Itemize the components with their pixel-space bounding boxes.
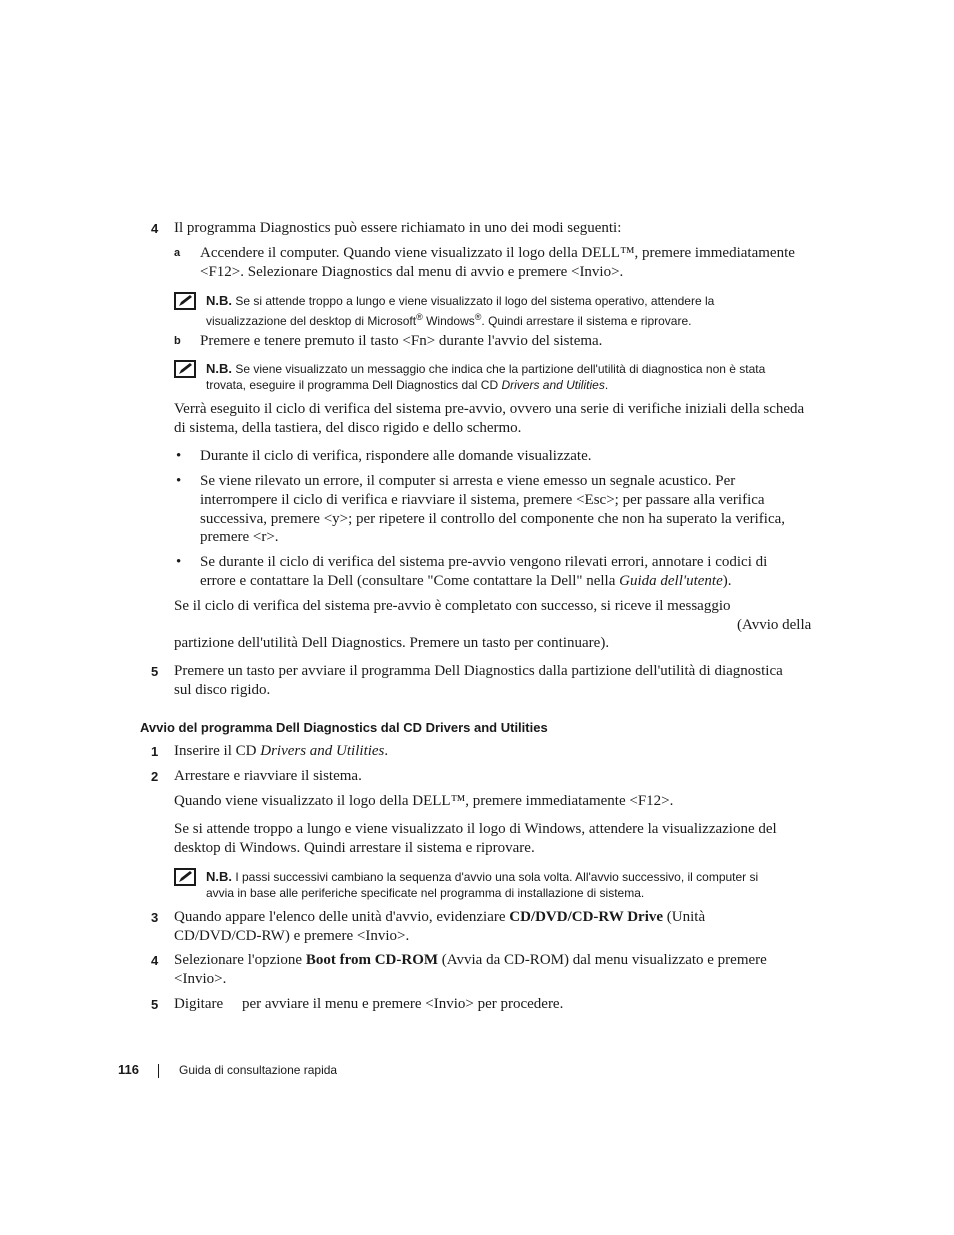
substep-letter: a bbox=[174, 247, 181, 259]
note-3 bbox=[206, 868, 758, 886]
note-1-line2-c: . Quindi arrestare il sistema e riprovare. bbox=[481, 314, 692, 328]
section-step-1-b: . bbox=[384, 743, 389, 759]
note-2-line2-a: trovata, eseguire il programma Dell Diagnostics dal CD bbox=[206, 378, 502, 392]
note-label: N.B. bbox=[206, 869, 232, 884]
step-text: Il programma Diagnostics può essere richiamato in uno dei modi seguenti: bbox=[174, 220, 622, 236]
section-heading: Avvio del programma Dell Diagnostics dal CD Drivers and Utilities bbox=[140, 720, 548, 735]
note-pencil-icon bbox=[174, 868, 196, 886]
bullet-item-3-line2-italic: Guida dell'utente bbox=[619, 573, 723, 589]
section-step-4-a: Selezionare l'opzione bbox=[174, 952, 306, 968]
note-1-line2-a: visualizzazione del desktop di Microsoft bbox=[206, 314, 417, 328]
note-2-line2-italic: Drivers and Utilities bbox=[501, 378, 605, 392]
section-step-4-line2: <Invio>. bbox=[174, 971, 227, 987]
substep-b-text: Premere e tenere premuto il tasto <Fn> durante l'avvio del sistema. bbox=[200, 333, 603, 349]
section-step-2: Arrestare e riavviare il sistema. bbox=[174, 768, 362, 784]
step-number: 5 bbox=[151, 664, 159, 679]
paragraph-line: partizione dell'utilità Dell Diagnostics. Premere un tasto per continuare). bbox=[174, 635, 610, 651]
registered-mark: ® bbox=[474, 312, 482, 322]
bullet-icon: • bbox=[176, 473, 182, 489]
note-3-line2: avvia in base alle periferiche specificate nel programma di installazione di sistema. bbox=[206, 886, 645, 900]
section-step-3-b: (Unità bbox=[663, 909, 706, 925]
section-step-5-b: per avviare il menu e premere <Invio> per procedere. bbox=[242, 996, 564, 1012]
paragraph-line: Verrà eseguito il ciclo di verifica del sistema pre-avvio, ovvero una serie di verifiche iniziali della scheda bbox=[174, 401, 805, 417]
paragraph-line: Quando viene visualizzato il logo della DELL™, premere immediatamente <F12>. bbox=[174, 793, 674, 809]
section-step-4-bold: Boot from CD-ROM bbox=[305, 952, 439, 968]
section-step-1-a: Inserire il CD bbox=[174, 743, 261, 759]
bullet-item-3-line2-b: ). bbox=[722, 573, 732, 589]
substep-a-line1: Accendere il computer. Quando viene visualizzato il logo della DELL™, premere immediatamente bbox=[200, 245, 795, 261]
paragraph-line: Se si attende troppo a lungo e viene visualizzato il logo di Windows, attendere la visualizzazione del bbox=[174, 821, 777, 837]
section-step-3-bold: CD/DVD/CD-RW Drive bbox=[509, 909, 664, 925]
footer-title: Guida di consultazione rapida bbox=[179, 1063, 338, 1077]
bullet-item-3-line2-a: errore e contattare la Dell (consultare "Come contattare la Dell" nella bbox=[200, 573, 620, 589]
section-step-3-a: Quando appare l'elenco delle unità d'avvio, evidenziare bbox=[174, 909, 510, 925]
step-number: 5 bbox=[151, 997, 159, 1012]
section-step-1 bbox=[174, 742, 388, 761]
bullet-icon: • bbox=[176, 554, 182, 570]
section-step-1-italic: Drivers and Utilities bbox=[260, 743, 385, 759]
section-step-4-b: (Avvia da CD-ROM) dal menu visualizzato e premere bbox=[438, 952, 767, 968]
note-3-line1: I passi successivi cambiano la sequenza d'avvio una sola volta. All'avvio successivo, il computer si bbox=[235, 870, 759, 884]
step-number: 3 bbox=[151, 910, 159, 925]
paragraph-line: (Avvio della bbox=[737, 617, 812, 633]
section-step-4-line1 bbox=[174, 951, 767, 970]
note-pencil-icon bbox=[174, 360, 196, 378]
bullet-item-3-line bbox=[200, 572, 732, 591]
bullet-item-2-line: Se viene rilevato un errore, il computer si arresta e viene emesso un segnale acustico. Per bbox=[200, 473, 736, 489]
note-1-line2-b: Windows bbox=[422, 314, 475, 328]
note-2-line1: Se viene visualizzato un messaggio che indica che la partizione dell'utilità di diagnostica non è stata bbox=[235, 362, 766, 376]
step-5-line2: sul disco rigido. bbox=[174, 682, 271, 698]
note-1-line1: Se si attende troppo a lungo e viene visualizzato il logo del sistema operativo, attendere la bbox=[235, 294, 715, 308]
note-2-line2-b: . bbox=[604, 378, 609, 392]
step-number: 4 bbox=[151, 221, 159, 236]
note-2 bbox=[206, 360, 765, 378]
step-5-line1: Premere un tasto per avviare il programma Dell Diagnostics dalla partizione dell'utilità di diagnostica bbox=[174, 663, 783, 679]
note-2-line2 bbox=[206, 377, 608, 394]
substep-letter: b bbox=[174, 335, 181, 347]
note-1 bbox=[206, 292, 714, 310]
substep-a-line2: <F12>. Selezionare Diagnostics dal menu di avvio e premere <Invio>. bbox=[200, 264, 624, 280]
bullet-item-1: Durante il ciclo di verifica, rispondere alle domande visualizzate. bbox=[200, 448, 592, 464]
footer-separator bbox=[158, 1064, 159, 1078]
note-1-line2 bbox=[206, 309, 691, 330]
step-number: 2 bbox=[151, 769, 159, 784]
section-step-5-a: Digitare bbox=[174, 996, 224, 1012]
section-step-3-line1 bbox=[174, 908, 705, 927]
bullet-item-2-line: premere <r>. bbox=[200, 529, 279, 545]
step-number: 4 bbox=[151, 953, 159, 968]
bullet-item-3-line: Se durante il ciclo di verifica del sistema pre-avvio vengono rilevati errori, annotare i codici di bbox=[200, 554, 768, 570]
bullet-item-2-line: successiva, premere <y>; per ripetere il controllo del componente che non ha superato la verifica, bbox=[200, 511, 786, 527]
registered-mark: ® bbox=[416, 312, 423, 322]
note-pencil-icon bbox=[174, 292, 196, 310]
paragraph-line: di sistema, della tastiera, del disco rigido e dello schermo. bbox=[174, 420, 522, 436]
section-step-3-line2: CD/DVD/CD-RW) e premere <Invio>. bbox=[174, 928, 410, 944]
paragraph-line: desktop di Windows. Quindi arrestare il sistema e riprovare. bbox=[174, 840, 535, 856]
page-number: 116 bbox=[118, 1062, 139, 1077]
bullet-item-2-line: interrompere il ciclo di verifica e riavviare il sistema, premere <Esc>; per passare alla verifica bbox=[200, 492, 765, 508]
bullet-icon: • bbox=[176, 448, 182, 464]
note-label: N.B. bbox=[206, 293, 232, 308]
note-label: N.B. bbox=[206, 361, 232, 376]
step-number: 1 bbox=[151, 744, 159, 759]
paragraph-line: Se il ciclo di verifica del sistema pre-avvio è completato con successo, si riceve il messaggio bbox=[174, 598, 731, 614]
